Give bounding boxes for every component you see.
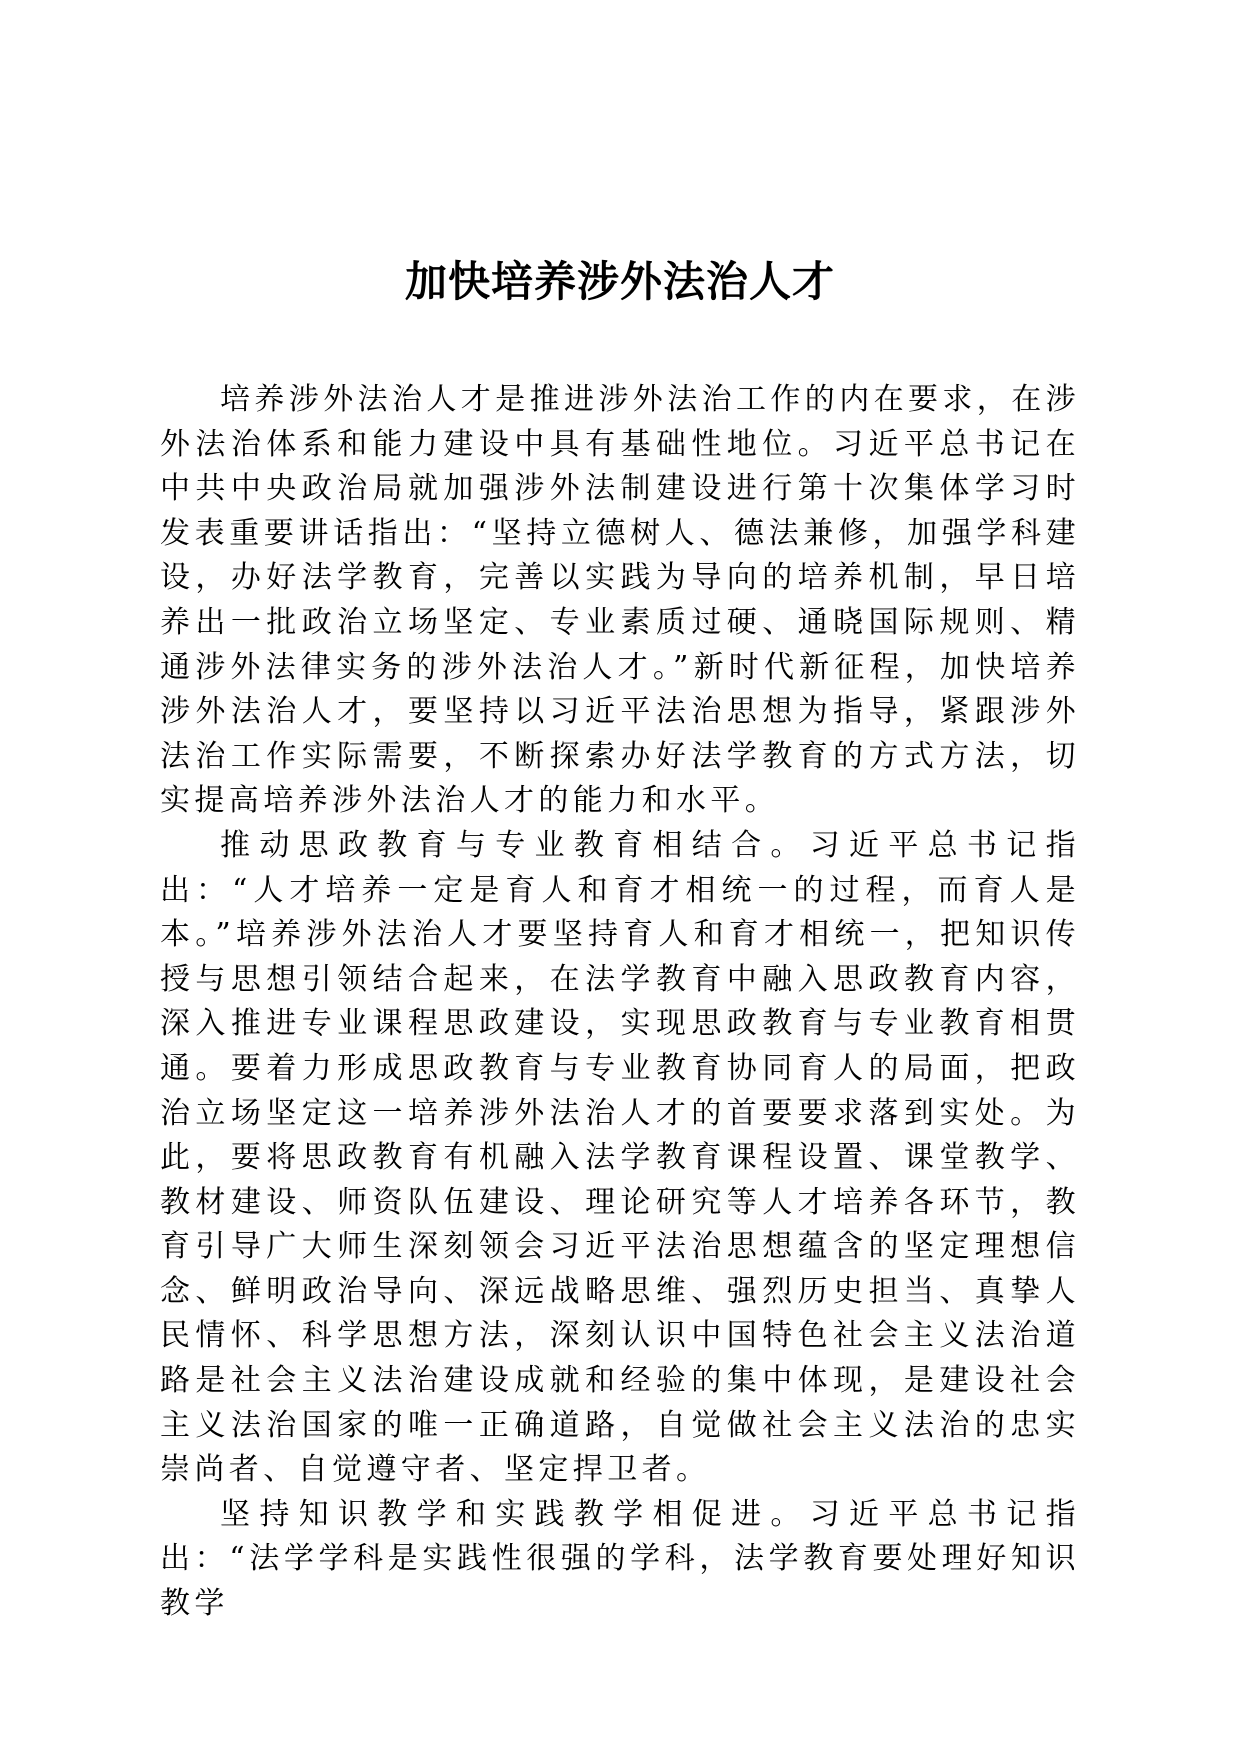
paragraph-ideological-education: 推动思政教育与专业教育相结合。习近平总书记指出：“人才培养一定是育人和育才相统一的过程，而育人是本。”培养涉外法治人才要坚持育人和育才相统一，把知识传授与思想引领结合起来，在法学教育中融入思政教育内容，深入推进专业课程思政建设，实现思政教育与专业教育相贯通。要着力形成思政教育与专业教育协同育人的局面，把政治立场坚定这一培养涉外法治人才的首要要求落到实处。为此，要将思政教育有机融入法学教育课程设置、课堂教学、教材建设、师资队伍建设、理论研究等人才培养各环节，教育引导广大师生深刻领会习近平法治思想蕴含的坚定理想信念、鲜明政治导向、深远战略思维、强烈历史担当、真挚人民情怀、科学思想方法，深刻认识中国特色社会主义法治道路是社会主义法治建设成就和经验的集中体现，是建设社会主义法治国家的唯一正确道路，自觉做社会主义法治的忠实崇尚者、自觉遵守者、坚定捍卫者。 <box>160 827 1080 1488</box>
document-body <box>160 378 1080 1627</box>
paragraph-intro: 培养涉外法治人才是推进涉外法治工作的内在要求，在涉外法治体系和能力建设中具有基础性地位。习近平总书记在中共中央政治局就加强涉外法制建设进行第十次集体学习时发表重要讲话指出：“坚持立德树人、德法兼修，加强学科建设，办好法学教育，完善以实践为导向的培养机制，早日培养出一批政治立场坚定、专业素质过硬、通晓国际规则、精通涉外法律实务的涉外法治人才。”新时代新征程，加快培养涉外法治人才，要坚持以习近平法治思想为指导，紧跟涉外法治工作实际需要，不断探索办好法学教育的方式方法，切实提高培养涉外法治人才的能力和水平。 <box>160 382 1080 819</box>
paragraph-practice-teaching: 坚持知识教学和实践教学相促进。习近平总书记指出：“法学学科是实践性很强的学科，法学教育要处理好知识教学 <box>160 1496 1080 1622</box>
document-title: 加快培养涉外法治人才 <box>404 257 835 306</box>
